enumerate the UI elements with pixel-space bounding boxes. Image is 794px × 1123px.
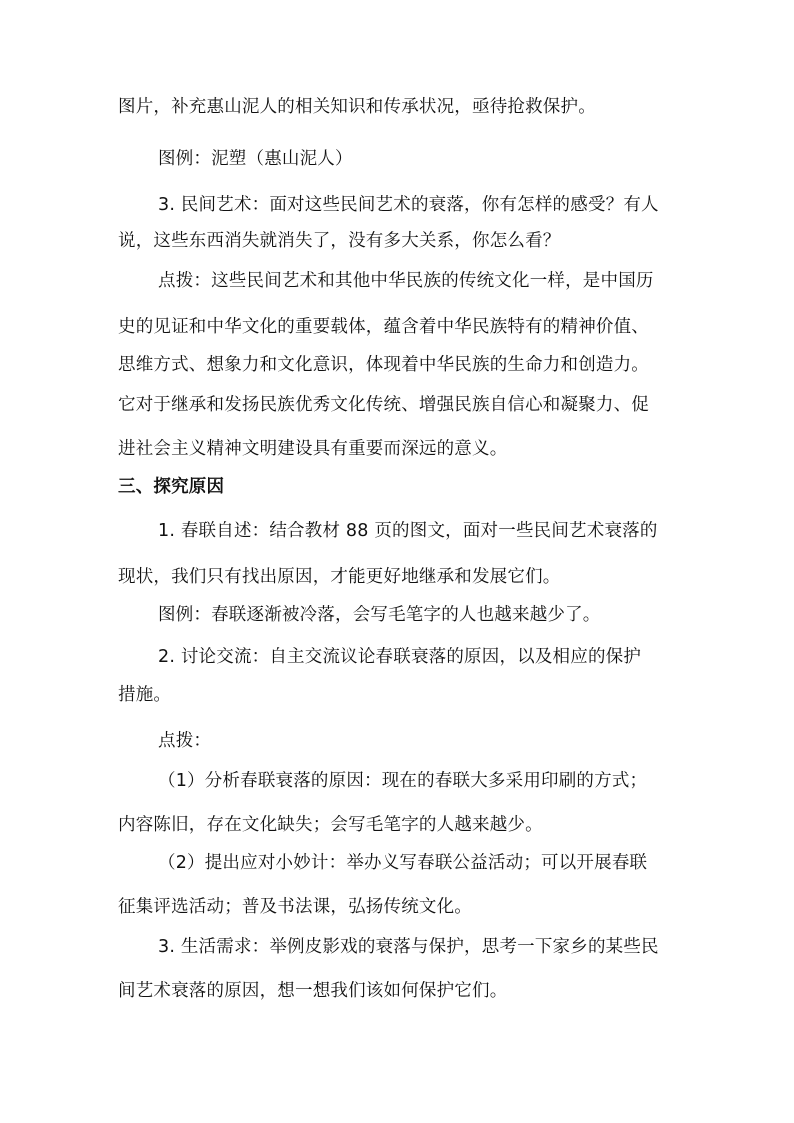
text-line: 2. 讨论交流：自主交流议论春联衰落的原因，以及相应的保护 [158, 647, 642, 667]
text-line: 1. 春联自述：结合教材 88 页的图文，面对一些民间艺术衰落的 [158, 521, 658, 541]
text-line: 3. 民间艺术：面对这些民间艺术的衰落，你有怎样的感受？有人 [158, 195, 659, 215]
text-line: 3. 生活需求：举例皮影戏的衰落与保护，思考一下家乡的某些民 [158, 937, 659, 957]
text-line: 进社会主义精神文明建设具有重要而深远的意义。 [118, 439, 508, 459]
text-line: （2）提出应对小妙计：举办义写春联公益活动；可以开展春联 [158, 853, 648, 873]
text-line: 图片，补充惠山泥人的相关知识和传承状况，亟待抢救保护。 [118, 97, 596, 117]
text-line: 措施。 [118, 685, 172, 705]
text-line: 图例：泥塑（惠山泥人） [158, 149, 353, 169]
text-line: （1）分析春联衰落的原因：现在的春联大多采用印刷的方式； [158, 771, 648, 791]
text-line: 说，这些东西消失就消失了，没有多大关系，你怎么看？ [118, 231, 561, 251]
text-line: 图例：春联逐渐被冷落，会写毛笔字的人也越来越少了。 [158, 605, 601, 625]
text-line: 征集评选活动；普及书法课，弘扬传统文化。 [118, 897, 472, 917]
text-line: 现状，我们只有找出原因，才能更好地继承和发展它们。 [118, 567, 561, 587]
text-line: 思维方式、想象力和文化意识，体现着中华民族的生命力和创造力。 [118, 355, 649, 375]
text-line: 史的见证和中华文化的重要载体，蕴含着中华民族特有的精神价值、 [118, 317, 649, 337]
text-line: 点拨：这些民间艺术和其他中华民族的传统文化一样，是中国历 [158, 271, 654, 291]
text-line: 内容陈旧，存在文化缺失；会写毛笔字的人越来越少。 [118, 815, 543, 835]
text-line: 间艺术衰落的原因，想一想我们该如何保护它们。 [118, 981, 508, 1001]
text-line: 点拨： [158, 731, 212, 751]
section-heading: 三、探究原因 [118, 477, 225, 497]
text-line: 它对于继承和发扬民族优秀文化传统、增强民族自信心和凝聚力、促 [118, 395, 649, 415]
